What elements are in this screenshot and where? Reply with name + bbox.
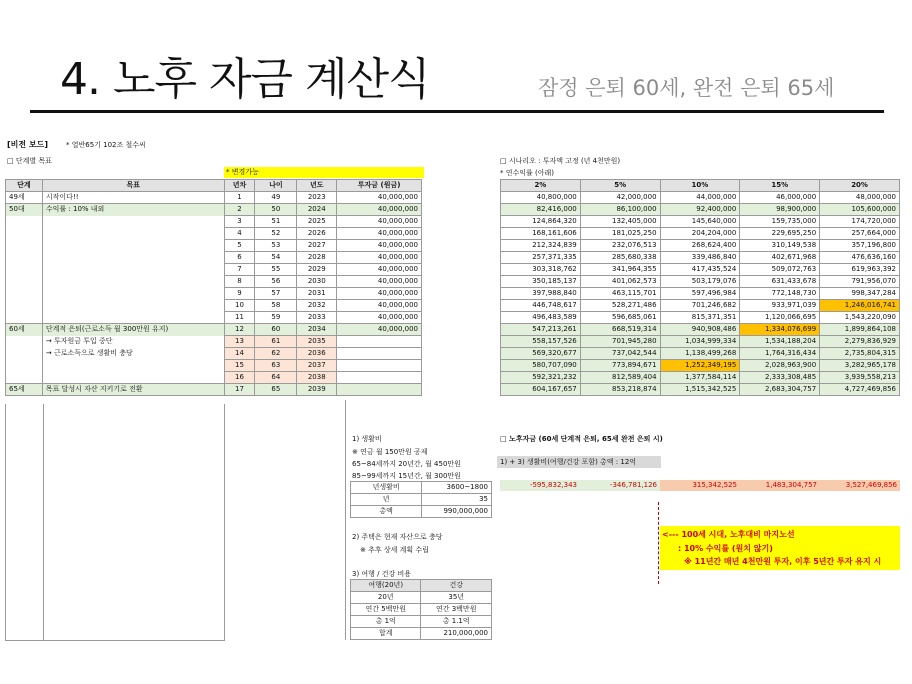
goal-cell: → 근로소득으로 생활비 충당 [42, 348, 224, 360]
value-rate-2: 350,185,137 [501, 276, 581, 288]
value-rate-5: 528,271,486 [580, 300, 660, 312]
value-rate-20: 3,282,965,178 [820, 360, 900, 372]
table-row [501, 360, 900, 372]
retirement-table [500, 480, 900, 491]
value-rate-15: 509,072,763 [740, 264, 820, 276]
value-rate-10: 1,377,584,114 [660, 372, 740, 384]
value-rate-10: 1,138,499,268 [660, 348, 740, 360]
living-label-years: 년 [351, 494, 422, 506]
year-no-cell: 11 [224, 312, 255, 324]
goal-cell: 목표 달성시 자산 지키기로 전환 [42, 384, 224, 396]
callout-line-1: <--- 100세 시대, 노후대비 마지노선 [662, 530, 795, 539]
travel-years-trip: 20년 [351, 592, 421, 604]
invest-cell: 40,000,000 [337, 252, 422, 264]
age-cell: 56 [255, 276, 297, 288]
goal-cell [42, 276, 224, 288]
invest-cell: 40,000,000 [337, 228, 422, 240]
value-rate-2: 496,483,589 [501, 312, 581, 324]
table-row [500, 480, 900, 491]
year-no-cell: 1 [224, 192, 255, 204]
value-rate-2: 580,707,090 [501, 360, 581, 372]
value-rate-20: 476,636,160 [820, 252, 900, 264]
table-row [351, 494, 492, 506]
goal-cell: 수익률 : 10% 내외 [42, 204, 224, 216]
board-section: □ 단계별 목표 [7, 157, 52, 165]
table-row [351, 506, 492, 518]
age-cell: 49 [255, 192, 297, 204]
invest-cell [337, 372, 422, 384]
value-rate-15: 1,120,066,695 [740, 312, 820, 324]
table-row [351, 616, 492, 628]
value-rate-2: 569,320,677 [501, 348, 581, 360]
value-rate-15: 159,735,000 [740, 216, 820, 228]
table-row [501, 240, 900, 252]
age-cell: 64 [255, 372, 297, 384]
invest-cell [337, 360, 422, 372]
table-row [501, 384, 900, 396]
table-row [6, 384, 422, 396]
table-row [6, 216, 422, 228]
stage-cell: 50대 [6, 204, 43, 216]
age-cell: 53 [255, 240, 297, 252]
stage-cell [6, 264, 43, 276]
value-rate-20: 257,664,000 [820, 228, 900, 240]
header-age: 나이 [255, 180, 297, 192]
header-invest: 투자금 (원금) [337, 180, 422, 192]
year-no-cell: 7 [224, 264, 255, 276]
year-no-cell: 15 [224, 360, 255, 372]
year-cell: 2037 [297, 360, 337, 372]
value-rate-2: 257,371,335 [501, 252, 581, 264]
value-rate-5: 42,000,000 [580, 192, 660, 204]
retire-value-15: 1,483,304,757 [740, 480, 820, 491]
table-row [6, 324, 422, 336]
year-no-cell: 5 [224, 240, 255, 252]
value-rate-2: 558,157,526 [501, 336, 581, 348]
table-row [6, 300, 422, 312]
year-no-cell: 10 [224, 300, 255, 312]
callout-dashed-line [658, 502, 659, 584]
table-row [351, 592, 492, 604]
value-rate-15: 98,900,000 [740, 204, 820, 216]
table-row [501, 336, 900, 348]
table-row [501, 216, 900, 228]
stage-cell [6, 276, 43, 288]
stage-cell: 60세 [6, 324, 43, 336]
value-rate-10: 1,515,342,525 [660, 384, 740, 396]
value-rate-2: 168,161,606 [501, 228, 581, 240]
value-rate-2: 212,324,839 [501, 240, 581, 252]
retire-value-5: -346,781,126 [580, 480, 660, 491]
stage-cell [6, 288, 43, 300]
table-row [501, 324, 900, 336]
header-year-no: 년차 [224, 180, 255, 192]
value-rate-5: 701,945,280 [580, 336, 660, 348]
invest-cell [337, 348, 422, 360]
goal-cell: 시작이다!! [42, 192, 224, 204]
invest-cell: 40,000,000 [337, 240, 422, 252]
page-title: 4. 노후 자금 계산식 [60, 54, 430, 105]
value-rate-15: 631,433,678 [740, 276, 820, 288]
value-rate-20: 48,000,000 [820, 192, 900, 204]
value-rate-5: 737,042,544 [580, 348, 660, 360]
value-rate-20: 105,600,000 [820, 204, 900, 216]
value-rate-2: 40,800,000 [501, 192, 581, 204]
value-rate-5: 773,894,671 [580, 360, 660, 372]
travel-annual-health: 연간 3백만원 [421, 604, 492, 616]
stage-cell [6, 312, 43, 324]
stage-cell [6, 348, 43, 360]
travel-header-health: 건강 [421, 580, 492, 592]
invest-cell: 40,000,000 [337, 192, 422, 204]
vision-board-table [5, 179, 422, 396]
age-cell: 57 [255, 288, 297, 300]
rate-2-header: 2% [501, 180, 581, 192]
value-rate-5: 668,519,314 [580, 324, 660, 336]
value-rate-2: 604,167,657 [501, 384, 581, 396]
year-cell: 2032 [297, 300, 337, 312]
value-rate-20: 2,735,804,315 [820, 348, 900, 360]
table-row [501, 348, 900, 360]
value-rate-10: 701,246,682 [660, 300, 740, 312]
rate-5-header: 5% [580, 180, 660, 192]
value-rate-5: 285,680,338 [580, 252, 660, 264]
value-rate-15: 2,028,963,900 [740, 360, 820, 372]
table-row [6, 204, 422, 216]
year-no-cell: 4 [224, 228, 255, 240]
housing-heading: 2) 주택은 현재 자산으로 충당 [352, 533, 443, 541]
stage-cell: 65세 [6, 384, 43, 396]
goal-column-filler [43, 404, 225, 641]
living-table [350, 481, 492, 518]
table-row [6, 348, 422, 360]
value-rate-15: 1,764,316,434 [740, 348, 820, 360]
value-rate-10: 145,640,000 [660, 216, 740, 228]
age-cell: 62 [255, 348, 297, 360]
table-row [6, 360, 422, 372]
invest-cell: 40,000,000 [337, 276, 422, 288]
age-cell: 61 [255, 336, 297, 348]
stage-cell [6, 360, 43, 372]
table-row [501, 372, 900, 384]
value-rate-10: 1,034,999,334 [660, 336, 740, 348]
stage-cell [6, 372, 43, 384]
value-rate-5: 812,589,404 [580, 372, 660, 384]
travel-years-health: 35년 [421, 592, 492, 604]
age-cell: 65 [255, 384, 297, 396]
table-header-row [6, 180, 422, 192]
year-cell: 2033 [297, 312, 337, 324]
invest-cell: 40,000,000 [337, 204, 422, 216]
table-row [6, 192, 422, 204]
table-row [501, 276, 900, 288]
header-stage: 단계 [6, 180, 43, 192]
value-rate-5: 853,218,874 [580, 384, 660, 396]
goal-cell [42, 312, 224, 324]
table-row [6, 288, 422, 300]
goal-cell [42, 240, 224, 252]
value-rate-10: 597,496,984 [660, 288, 740, 300]
invest-cell [337, 384, 422, 396]
value-rate-10: 44,000,000 [660, 192, 740, 204]
year-cell: 2034 [297, 324, 337, 336]
year-no-cell: 9 [224, 288, 255, 300]
living-line-2: 65~84세까지 20년간, 월 450만원 [352, 460, 461, 468]
value-rate-15: 229,695,250 [740, 228, 820, 240]
travel-heading: 3) 여행 / 건강 비용 [352, 570, 412, 578]
value-rate-2: 303,318,762 [501, 264, 581, 276]
year-no-cell: 8 [224, 276, 255, 288]
invest-cell: 40,000,000 [337, 264, 422, 276]
rate-10-header: 10% [660, 180, 740, 192]
stage-cell [6, 240, 43, 252]
value-rate-20: 998,347,284 [820, 288, 900, 300]
value-rate-20: 791,956,070 [820, 276, 900, 288]
value-rate-15: 1,334,076,699 [740, 324, 820, 336]
stage-cell [6, 336, 43, 348]
goal-cell [42, 228, 224, 240]
value-rate-10: 815,371,351 [660, 312, 740, 324]
table-row [351, 604, 492, 616]
table-row [501, 192, 900, 204]
scenario-title: □ 시나리오 : 투자액 고정 (년 4천만원) [500, 157, 621, 165]
value-rate-15: 933,971,039 [740, 300, 820, 312]
travel-sum-label: 합계 [351, 628, 421, 640]
goal-cell [42, 252, 224, 264]
retire-value-20: 3,527,469,856 [820, 480, 900, 491]
year-cell: 2028 [297, 252, 337, 264]
table-row [501, 204, 900, 216]
year-no-cell: 14 [224, 348, 255, 360]
living-label-annual: 년생활비 [351, 482, 422, 494]
year-cell: 2036 [297, 348, 337, 360]
age-cell: 51 [255, 216, 297, 228]
value-rate-10: 503,179,076 [660, 276, 740, 288]
value-rate-2: 124,864,320 [501, 216, 581, 228]
value-rate-5: 181,025,250 [580, 228, 660, 240]
table-row [6, 372, 422, 384]
stage-cell [6, 252, 43, 264]
invest-cell [337, 336, 422, 348]
value-rate-20: 1,899,864,108 [820, 324, 900, 336]
invest-cell: 40,000,000 [337, 300, 422, 312]
table-row [6, 228, 422, 240]
scenario-header-row [501, 180, 900, 192]
stage-cell: 49세 [6, 192, 43, 204]
value-rate-5: 401,062,573 [580, 276, 660, 288]
stage-column-filler [5, 404, 44, 641]
table-row [501, 312, 900, 324]
year-cell: 2024 [297, 204, 337, 216]
value-rate-5: 596,685,061 [580, 312, 660, 324]
living-value-years: 35 [422, 494, 492, 506]
value-rate-15: 402,671,968 [740, 252, 820, 264]
travel-annual-trip: 연간 5백만원 [351, 604, 421, 616]
value-rate-15: 2,333,308,485 [740, 372, 820, 384]
value-rate-15: 46,000,000 [740, 192, 820, 204]
scenario-table [500, 179, 900, 396]
stage-cell [6, 300, 43, 312]
value-rate-2: 547,213,261 [501, 324, 581, 336]
age-cell: 63 [255, 360, 297, 372]
year-cell: 2025 [297, 216, 337, 228]
header-goal: 목표 [42, 180, 224, 192]
value-rate-2: 592,321,232 [501, 372, 581, 384]
table-row [501, 300, 900, 312]
age-cell: 59 [255, 312, 297, 324]
value-rate-5: 232,076,513 [580, 240, 660, 252]
scenario-sub: * 연수익률 (아래) [500, 169, 554, 177]
value-rate-20: 619,963,392 [820, 264, 900, 276]
year-cell: 2030 [297, 276, 337, 288]
table-row [6, 312, 422, 324]
year-cell: 2027 [297, 240, 337, 252]
living-line-3: 85~99세까지 15년간, 월 300만원 [352, 472, 461, 480]
goal-cell [42, 264, 224, 276]
value-rate-5: 463,115,701 [580, 288, 660, 300]
table-row [501, 288, 900, 300]
retire-value-2: -595,832,343 [500, 480, 580, 491]
value-rate-20: 1,246,016,741 [820, 300, 900, 312]
value-rate-20: 1,543,220,090 [820, 312, 900, 324]
value-rate-15: 772,148,730 [740, 288, 820, 300]
travel-sum-value: 210,000,000 [421, 628, 492, 640]
living-value-total: 990,000,000 [422, 506, 492, 518]
age-cell: 55 [255, 264, 297, 276]
year-cell: 2023 [297, 192, 337, 204]
board-label: [비전 보드] [7, 140, 49, 149]
living-line-1: ※ 연금 월 150만원 공제 [352, 448, 428, 456]
age-cell: 58 [255, 300, 297, 312]
stage-cell [6, 228, 43, 240]
value-rate-2: 82,416,000 [501, 204, 581, 216]
table-row [6, 240, 422, 252]
goal-cell [42, 216, 224, 228]
board-note: * 열반65기 102조 철수씨 [66, 141, 146, 149]
table-row [351, 580, 492, 592]
age-cell: 52 [255, 228, 297, 240]
age-cell: 50 [255, 204, 297, 216]
year-cell: 2035 [297, 336, 337, 348]
travel-table [350, 579, 492, 640]
year-no-cell: 12 [224, 324, 255, 336]
year-no-cell: 2 [224, 204, 255, 216]
table-row [6, 276, 422, 288]
value-rate-10: 339,486,840 [660, 252, 740, 264]
travel-total-health: 총 1.1억 [421, 616, 492, 628]
value-rate-15: 1,534,188,204 [740, 336, 820, 348]
goal-cell: → 투자원금 투입 중단 [42, 336, 224, 348]
retire-value-10: 315,342,525 [660, 480, 740, 491]
goal-cell [42, 288, 224, 300]
year-cell: 2026 [297, 228, 337, 240]
year-cell: 2031 [297, 288, 337, 300]
title-divider [30, 110, 884, 113]
value-rate-10: 940,908,486 [660, 324, 740, 336]
table-row [6, 264, 422, 276]
goal-cell [42, 360, 224, 372]
section-divider [345, 400, 346, 640]
value-rate-20: 3,939,558,213 [820, 372, 900, 384]
goal-cell [42, 300, 224, 312]
value-rate-5: 86,100,000 [580, 204, 660, 216]
value-rate-20: 174,720,000 [820, 216, 900, 228]
invest-cell: 40,000,000 [337, 312, 422, 324]
year-no-cell: 16 [224, 372, 255, 384]
table-row [351, 482, 492, 494]
invest-cell: 40,000,000 [337, 288, 422, 300]
invest-cell: 40,000,000 [337, 216, 422, 228]
living-value-annual: 3600~1800 [422, 482, 492, 494]
travel-total-trip: 총 1억 [351, 616, 421, 628]
value-rate-10: 417,435,524 [660, 264, 740, 276]
year-cell: 2038 [297, 372, 337, 384]
retirement-title: □ 노후자금 (60세 단계적 은퇴, 65세 완전 은퇴 시) [500, 435, 663, 443]
retirement-label: 1) + 3) 생활비(여행/건강 포함) 총액 : 12억 [497, 456, 661, 468]
age-cell: 60 [255, 324, 297, 336]
value-rate-2: 397,988,840 [501, 288, 581, 300]
stage-cell [6, 216, 43, 228]
value-rate-10: 268,624,400 [660, 240, 740, 252]
callout-line-2: : 10% 수익률 (원치 않기) [678, 544, 773, 553]
table-row [501, 228, 900, 240]
living-heading: 1) 생활비 [352, 435, 382, 443]
value-rate-5: 341,964,355 [580, 264, 660, 276]
year-no-cell: 17 [224, 384, 255, 396]
year-no-cell: 3 [224, 216, 255, 228]
table-row [6, 252, 422, 264]
table-row [351, 628, 492, 640]
header-year: 년도 [297, 180, 337, 192]
travel-header-trip: 여행(20년) [351, 580, 421, 592]
callout-line-3: ※ 11년간 매년 4천만원 투자, 이후 5년간 투자 유지 시 [684, 557, 882, 566]
age-cell: 54 [255, 252, 297, 264]
invest-cell: 40,000,000 [337, 324, 422, 336]
table-row [501, 264, 900, 276]
changeable-note: * 변경가능 [224, 167, 424, 178]
housing-line: ※ 추후 상세 계획 수립 [360, 546, 429, 554]
living-label-total: 총액 [351, 506, 422, 518]
year-no-cell: 6 [224, 252, 255, 264]
value-rate-10: 1,252,349,195 [660, 360, 740, 372]
value-rate-5: 132,405,000 [580, 216, 660, 228]
table-row [501, 252, 900, 264]
year-cell: 2039 [297, 384, 337, 396]
value-rate-20: 357,196,800 [820, 240, 900, 252]
year-no-cell: 13 [224, 336, 255, 348]
value-rate-15: 2,683,304,757 [740, 384, 820, 396]
value-rate-15: 310,149,538 [740, 240, 820, 252]
rate-20-header: 20% [820, 180, 900, 192]
value-rate-20: 4,727,469,856 [820, 384, 900, 396]
page-subtitle: 잠정 은퇴 60세, 완전 은퇴 65세 [538, 76, 835, 100]
value-rate-20: 2,279,836,929 [820, 336, 900, 348]
value-rate-10: 204,204,000 [660, 228, 740, 240]
value-rate-2: 446,748,617 [501, 300, 581, 312]
rate-15-header: 15% [740, 180, 820, 192]
goal-cell: 단계적 은퇴(근로소득 월 300만원 유지) [42, 324, 224, 336]
year-cell: 2029 [297, 264, 337, 276]
table-row [6, 336, 422, 348]
goal-cell [42, 372, 224, 384]
value-rate-10: 92,400,000 [660, 204, 740, 216]
